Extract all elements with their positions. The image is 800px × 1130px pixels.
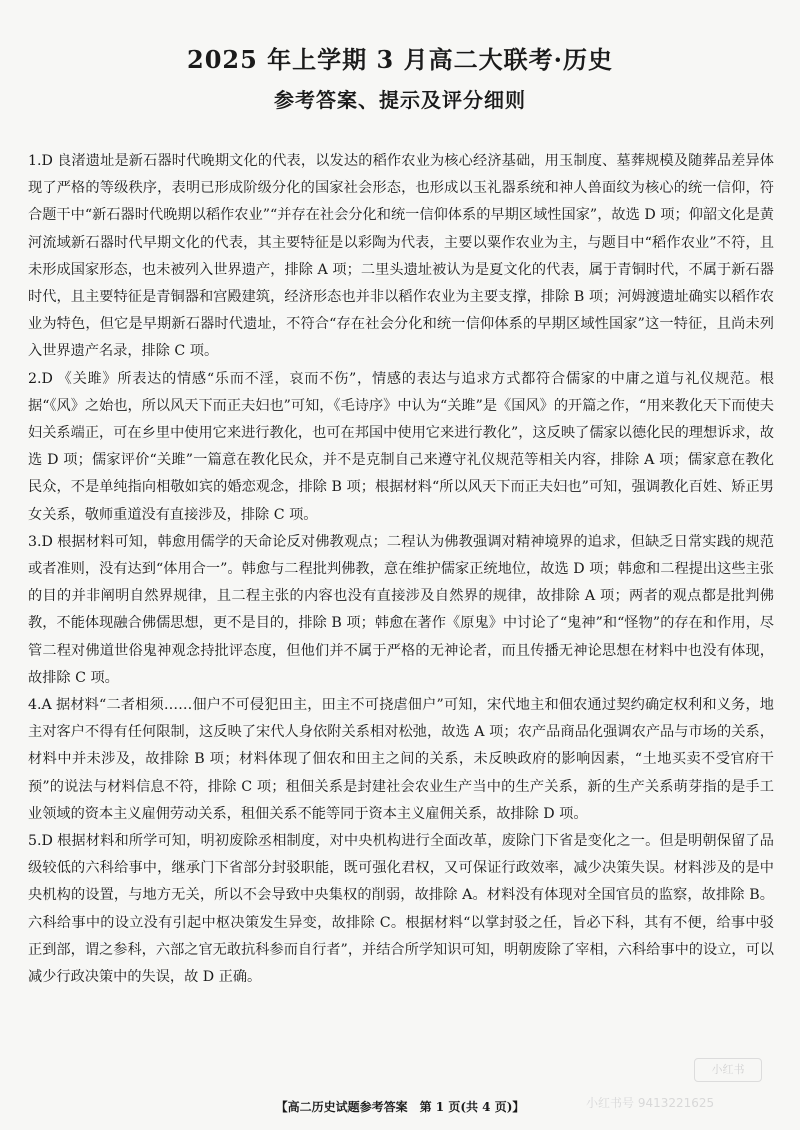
- answer-item: [28, 529, 774, 692]
- answer-number: 5.D: [28, 833, 53, 850]
- answer-explanation: 根据材料可知，韩愈用儒学的天命论反对佛教观点；二程认为佛教强调对精神境界的追求，但缺乏日常实践的规范或者准则，没有达到“体用合一”。韩愈与二程批判佛教，意在维护儒家正统地位，故选 D 项；韩愈和二程提出这些主张的目的并非阐明自然界规律，且二程主张的内容也没有直接涉及自然界的规律，故排除 A 项；两者的观点都是批判佛教，不能体现融合佛儒思想，更不是目的，排除 B 项；韩愈在著作《原鬼》中讨论了“鬼神”和“怪物”的存在和作用，尽管二程对佛道世俗鬼神观念持批评态度，但他们并不属于严格的无神论者，而且传播无神论思想在材料中也没有体现，故排除 C 项。: [28, 533, 774, 686]
- answer-item: [28, 148, 774, 366]
- watermark-id: 小红书号 9413221625: [586, 1096, 715, 1110]
- answer-number: 3.D: [28, 533, 53, 550]
- page-footer: 【高二历史试题参考答案 第 1 页(共 4 页)】: [275, 1100, 525, 1114]
- answer-number: 1.D: [28, 153, 53, 169]
- page-subtitle: 参考答案、提示及评分细则: [274, 88, 526, 112]
- answer-number: 4.A: [28, 697, 52, 714]
- answer-explanation: 据材料“二者相须……佃户不可侵犯田主，田主不可挠虐佃户”可知，宋代地主和佃农通过契约确定权利和义务，地主对客户不得有任何限制，这反映了宋代人身依附关系相对松弛，故选 A 项；农产品商品化强调农产品与市场的关系，材料中并未涉及，故排除 B 项；材料体现了佃农和田主之间的关系，未反映政府的影响因素，“土地买卖不受官府干预”的说法与材料信息不符，排除 C 项；租佃关系是封建社会农业生产当中的生产关系，新的生产关系萌芽指的是手工业领域的资本主义雇佣劳动关系，租佃关系不能等同于资本主义雇佣关系，故排除 D 项。: [28, 697, 774, 822]
- answer-item: [28, 828, 774, 991]
- answer-explanation: 根据材料和所学可知，明初废除丞相制度，对中央机构进行全面改革，废除门下省是变化之一。但是明朝保留了品级较低的六科给事中，继承门下省部分封驳职能，既可强化君权，又可保证行政效率，减少决策失误。材料涉及的是中央机构的设置，与地方无关，所以不会导致中央集权的削弱，故排除 A。材料没有体现对全国官员的监察，故排除 B。六科给事中的设立没有引起中枢决策发生异变，故排除 C。根据材料“以掌封驳之任，旨必下科，其有不便，给事中驳正到部，谓之参科，六部之官无敢抗科参而自行者”，并结合所学知识可知，明朝废除了宰相，六科给事中的设立，可以减少行政决策中的失误，故 D 正确。: [28, 833, 774, 986]
- answer-item: [28, 366, 774, 529]
- answer-explanation: 良渚遗址是新石器时代晚期文化的代表，以发达的稻作农业为核心经济基础，用玉制度、墓葬规模及随葬品差异体现了严格的等级秩序，表明已形成阶级分化的国家社会形态，也形成以玉礼器系统和神人兽面纹为核心的统一信仰，符合题干中“新石器时代晚期以稻作农业”“并存在社会分化和统一信仰体系的早期区域性国家”，故选 D 项；仰韶文化是黄河流域新石器时代早期文化的代表，其主要特征是以彩陶为代表，主要以粟作农业为主，与题目中“稻作农业”不符，且未形成国家形态，也未被列入世界遗产，排除 A 项；二里头遗址被认为是夏文化的代表，属于青铜时代，不属于新石器时代，且主要特征是青铜器和宫殿建筑，经济形态也并非以稻作农业为主要支撑，排除 B 项；河姆渡遗址确实以稻作农业为特色，但它是早期新石器时代遗址，不符合“存在社会分化和统一信仰体系的早期区域性国家”这一特征，且尚未列入世界遗产名录，排除 C 项。: [28, 153, 774, 360]
- page-title: 2025 年上学期 3 月高二大联考·历史: [187, 45, 613, 74]
- answer-item: [28, 692, 774, 828]
- answer-number: 2.D: [28, 370, 53, 387]
- answer-explanation: 《关雎》所表达的情感“乐而不淫，哀而不伤”，情感的表达与追求方式都符合儒家的中庸之道与礼仪规范。根据“《风》之始也，所以风天下而正夫妇也”可知，《毛诗序》中认为“关雎”是《国风》的开篇之作，“用来教化天下而使夫妇关系端正，可在乡里中使用它来进行教化，也可在邦国中使用它来进行教化”，这反映了儒家以德化民的理想诉求，故选 D 项；儒家评价“关雎”一篇意在教化民众，并不是克制自己来遵守礼仪规范等相关内容，排除 A 项；儒家意在教化民众，不是单纯指向相敬如宾的婚恋观念，排除 B 项；根据材料“所以风天下而正夫妇也”可知，强调教化百姓、矫正男女关系，敬师重道没有直接涉及，排除 C 项。: [28, 370, 774, 523]
- watermark-logo: 小红书: [694, 1058, 762, 1082]
- answer-list: [28, 148, 774, 991]
